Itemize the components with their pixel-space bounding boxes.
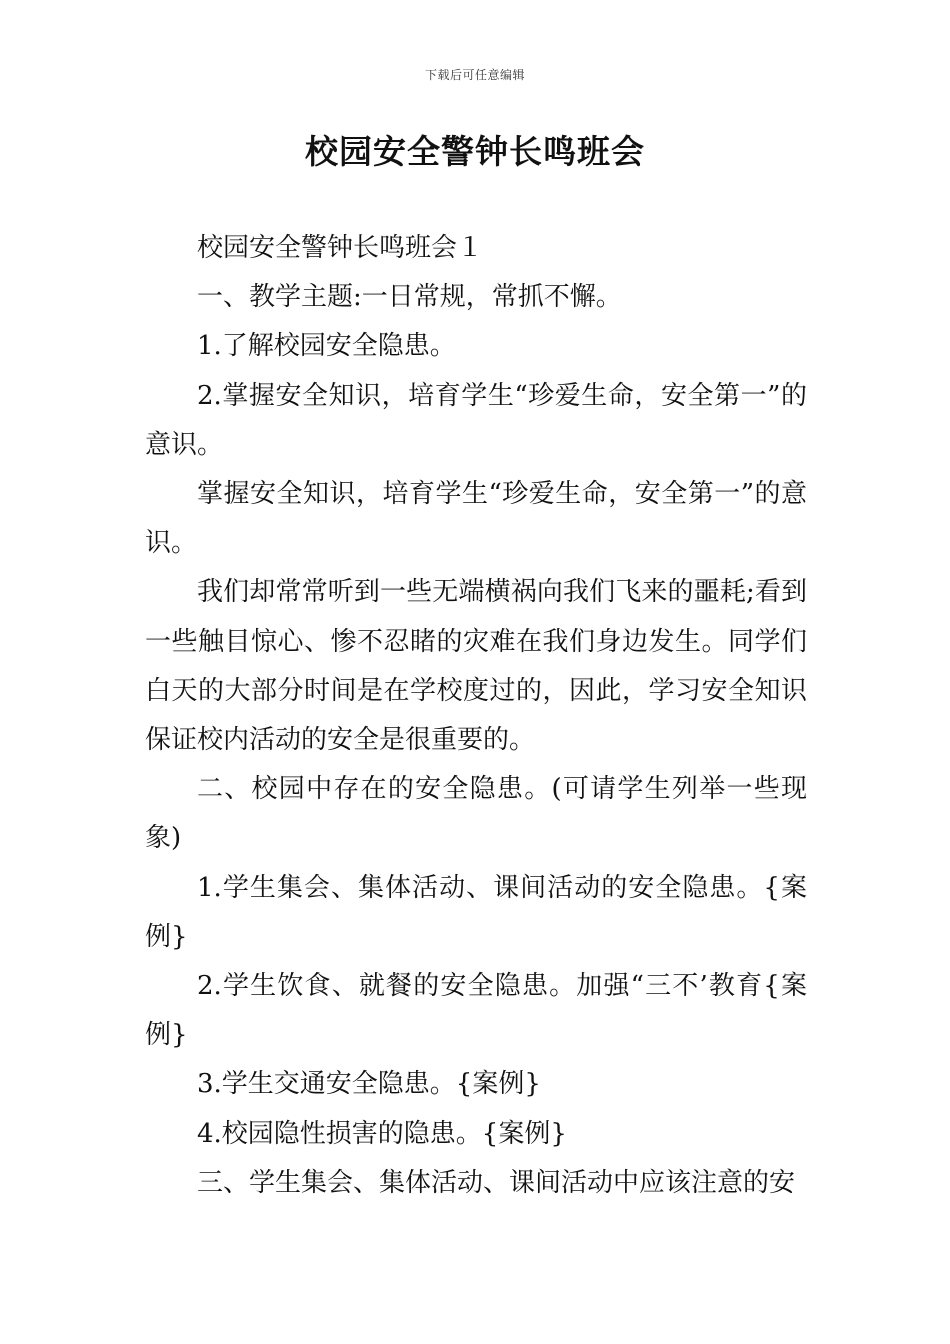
paragraph-section-3-heading: 三、学生集会、集体活动、课间活动中应该注意的安 xyxy=(197,1167,796,1198)
paragraph-section-2-heading: 二、校园中存在的安全隐患。(可请学生列举一些现象) xyxy=(145,774,807,854)
document-body xyxy=(145,224,807,1208)
paragraph-safety-knowledge: 掌握安全知识，培育学生“珍爱生命，安全第一”的意识。 xyxy=(145,479,807,559)
header-note: 下载后可任意编辑 xyxy=(424,68,525,82)
paragraph-goal-2: 2.掌握安全知识，培育学生“珍爱生命，安全第一”的意识。 xyxy=(145,380,807,460)
paragraph-subtitle: 校园安全警钟长鸣班会１ xyxy=(197,233,484,263)
paragraph-hazard-2: 2.学生饮食、就餐的安全隐患。加强“三不’教育{案例} xyxy=(145,971,807,1051)
paragraph-teaching-theme: 一、教学主题:一日常规，常抓不懈。 xyxy=(197,282,622,313)
paragraph-goal-1: 1.了解校园安全隐患。 xyxy=(197,331,456,362)
paragraph-hazard-3: 3.学生交通安全隐患。{案例} xyxy=(197,1069,541,1100)
paragraph-hazard-4: 4.校园隐性损害的隐患。{案例} xyxy=(197,1118,567,1149)
paragraph-hazard-1: 1.学生集会、集体活动、课间活动的安全隐患。{案例} xyxy=(145,872,807,952)
document-title: 校园安全警钟长鸣班会 xyxy=(305,132,645,171)
paragraph-introduction: 我们却常常听到一些无端横祸向我们飞来的噩耗;看到一些触目惊心、惨不忍睹的灾难在我们身边发生。同学们白天的大部分时间是在学校度过的，因此，学习安全知识保证校内活动的安全是很重要的。 xyxy=(145,577,807,756)
